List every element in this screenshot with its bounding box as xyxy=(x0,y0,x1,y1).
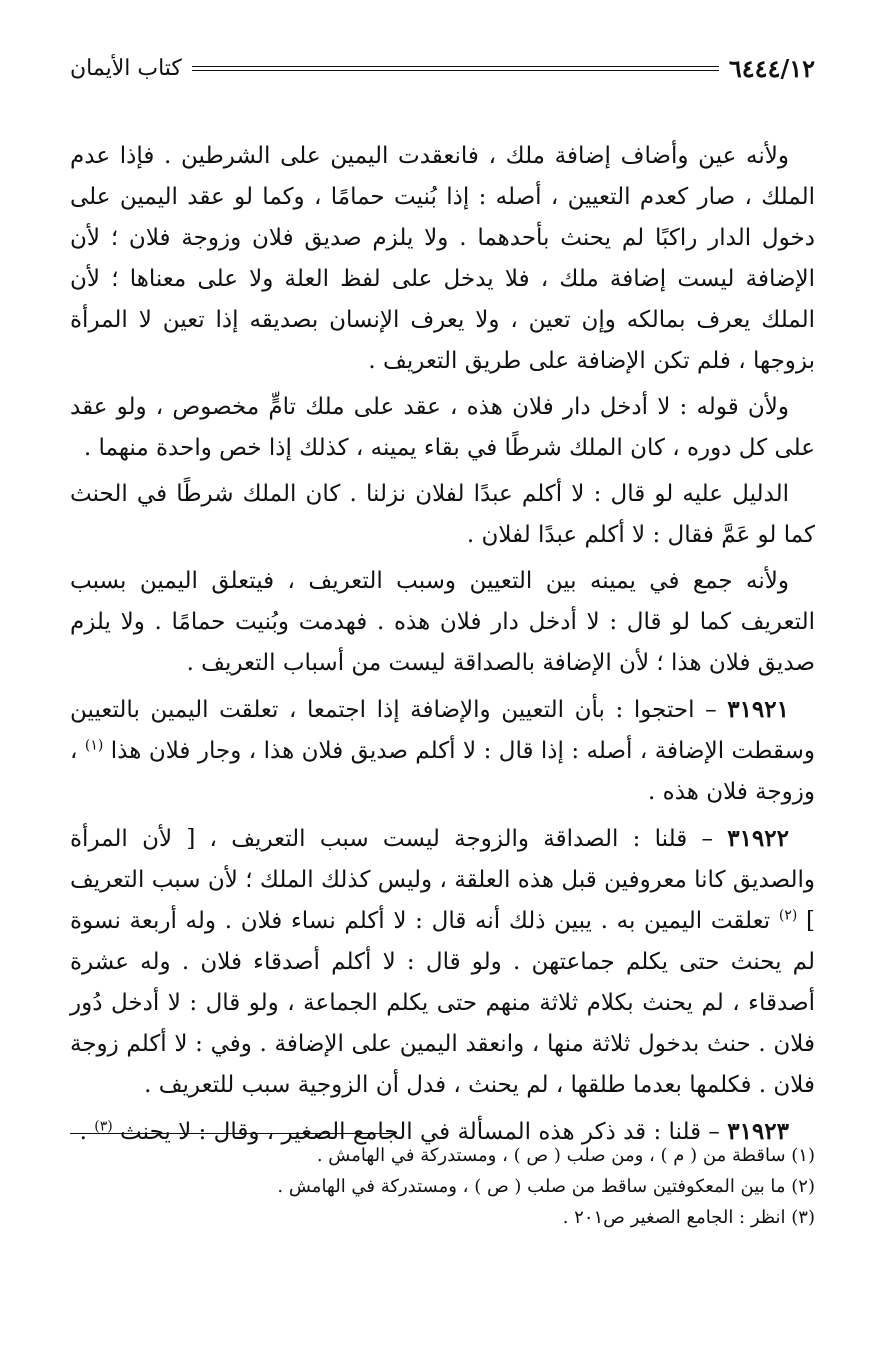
footnotes xyxy=(70,1140,815,1233)
footnote: (٢) ما بين المعكوفتين ساقط من صلب ( ص ) ، ومستدركة في الهامش . xyxy=(277,1176,815,1197)
paragraph-text: تعلقت اليمين به . يبين ذلك أنه قال : لا أكلم نساء فلان . وله أربعة نسوة لم يحنث حتى يكلم جماعتهن . ولو قال : لا أكلم أصدقاء فلان . وله عشرة أصدقاء ، لم يحنث بكلام ثلاثة منهم حتى يكلم الجماعة ، ولو قال : لا أدخل دُور فلان . حنث بدخول ثلاثة منها ، وانعقد اليمين على الإضافة . وفي : لا أكلم زوجة فلان . فكلمها بعدما طلقها ، لم يحنث ، فدل أن الزوجية سبب للتعريف . xyxy=(70,908,815,1098)
header-double-rule xyxy=(192,63,719,74)
book-title: كتاب الأيمان xyxy=(70,55,182,81)
paragraph-number: ٣١٩٢٣ xyxy=(727,1118,789,1145)
footnote-ref[interactable]: (٣) xyxy=(94,1118,113,1135)
paragraph-number: ٣١٩٢١ xyxy=(727,696,789,723)
page-number: ٦٤٤٤/١٢ xyxy=(728,53,815,83)
paragraph-text: – قلنا : الصداقة والزوجة ليست سبب التعريف ، [ لأن المرأة والصديق كانا معروفين قبل هذه العلقة ، وليس كذلك الملك ؛ لأن سبب التعريف ] xyxy=(70,826,815,934)
paragraph-text: – احتجوا : بأن التعيين والإضافة إذا اجتمعا ، تعلقت اليمين بالتعيين وسقطت الإضافة ، أصله : إذا قال : لا أكلم صديق فلان هذا ، وجار فلان هذا xyxy=(70,697,816,764)
numbered-paragraph xyxy=(70,689,815,813)
paragraph: ولأن قوله : لا أدخل دار فلان هذه ، عقد على ملك تامٍّ مخصوص ، ولو عقد على كل دوره ، كان الملك شرطًا في بقاء يمينه ، كذلك إذا خص واحدة منهما . xyxy=(70,394,815,461)
book-page xyxy=(70,48,815,1328)
paragraph: الدليل عليه لو قال : لا أكلم عبدًا لفلان نزلنا . كان الملك شرطًا في الحنث كما لو عَمَّ فقال : لا أكلم عبدًا لفلان . xyxy=(70,481,815,548)
paragraph-number: ٣١٩٢٢ xyxy=(727,825,789,852)
paragraph: ولأنه جمع في يمينه بين التعيين وسبب التعريف ، فيتعلق اليمين بسبب التعريف كما لو قال : لا أدخل دار فلان هذه . فهدمت وبُنيت حمامًا . ولا يلزم صديق فلان هذا ؛ لأن الإضافة بالصداقة ليست من أسباب التعريف . xyxy=(70,568,815,676)
footnote: (١) ساقطة من ( م ) ، ومن صلب ( ص ) ، ومستدركة في الهامش . xyxy=(316,1145,815,1166)
footnote: (٣) انظر : الجامع الصغير ص٢٠١ . xyxy=(562,1207,815,1228)
paragraph-text: ، وزوجة فلان هذه . xyxy=(70,738,815,805)
footnote-ref[interactable]: (٢) xyxy=(778,907,798,924)
main-text xyxy=(70,136,815,1153)
paragraph-text: – قلنا : قد ذكر هذه المسألة في الجامع الصغير ، وقال : لا يحنث xyxy=(112,1119,728,1145)
footnote-separator xyxy=(70,1133,395,1134)
page-header xyxy=(70,48,815,88)
numbered-paragraph xyxy=(70,818,815,1106)
paragraph-text: . xyxy=(79,1119,95,1145)
footnote-ref[interactable]: (١) xyxy=(84,737,104,754)
paragraph: ولأنه عين وأضاف إضافة ملك ، فانعقدت اليمين على الشرطين . فإذا عدم الملك ، صار كعدم التعيين ، أصله : إذا بُنيت حمامًا ، وكما لو عقد اليمين على دخول الدار راكبًا لم يحنث بأحدهما . ولا يلزم صديق فلان وزوجة فلان ؛ لأن الإضافة ليست إضافة ملك ، فلا يدخل على لفظ العلة ولا على معناها ؛ لأن الملك يعرف بمالكه وإن تعين ، ولا يعرف الإنسان بصديقه إذا تعين لا المرأة بزوجها ، فلم تكن الإضافة على طريق التعريف . xyxy=(70,143,815,374)
